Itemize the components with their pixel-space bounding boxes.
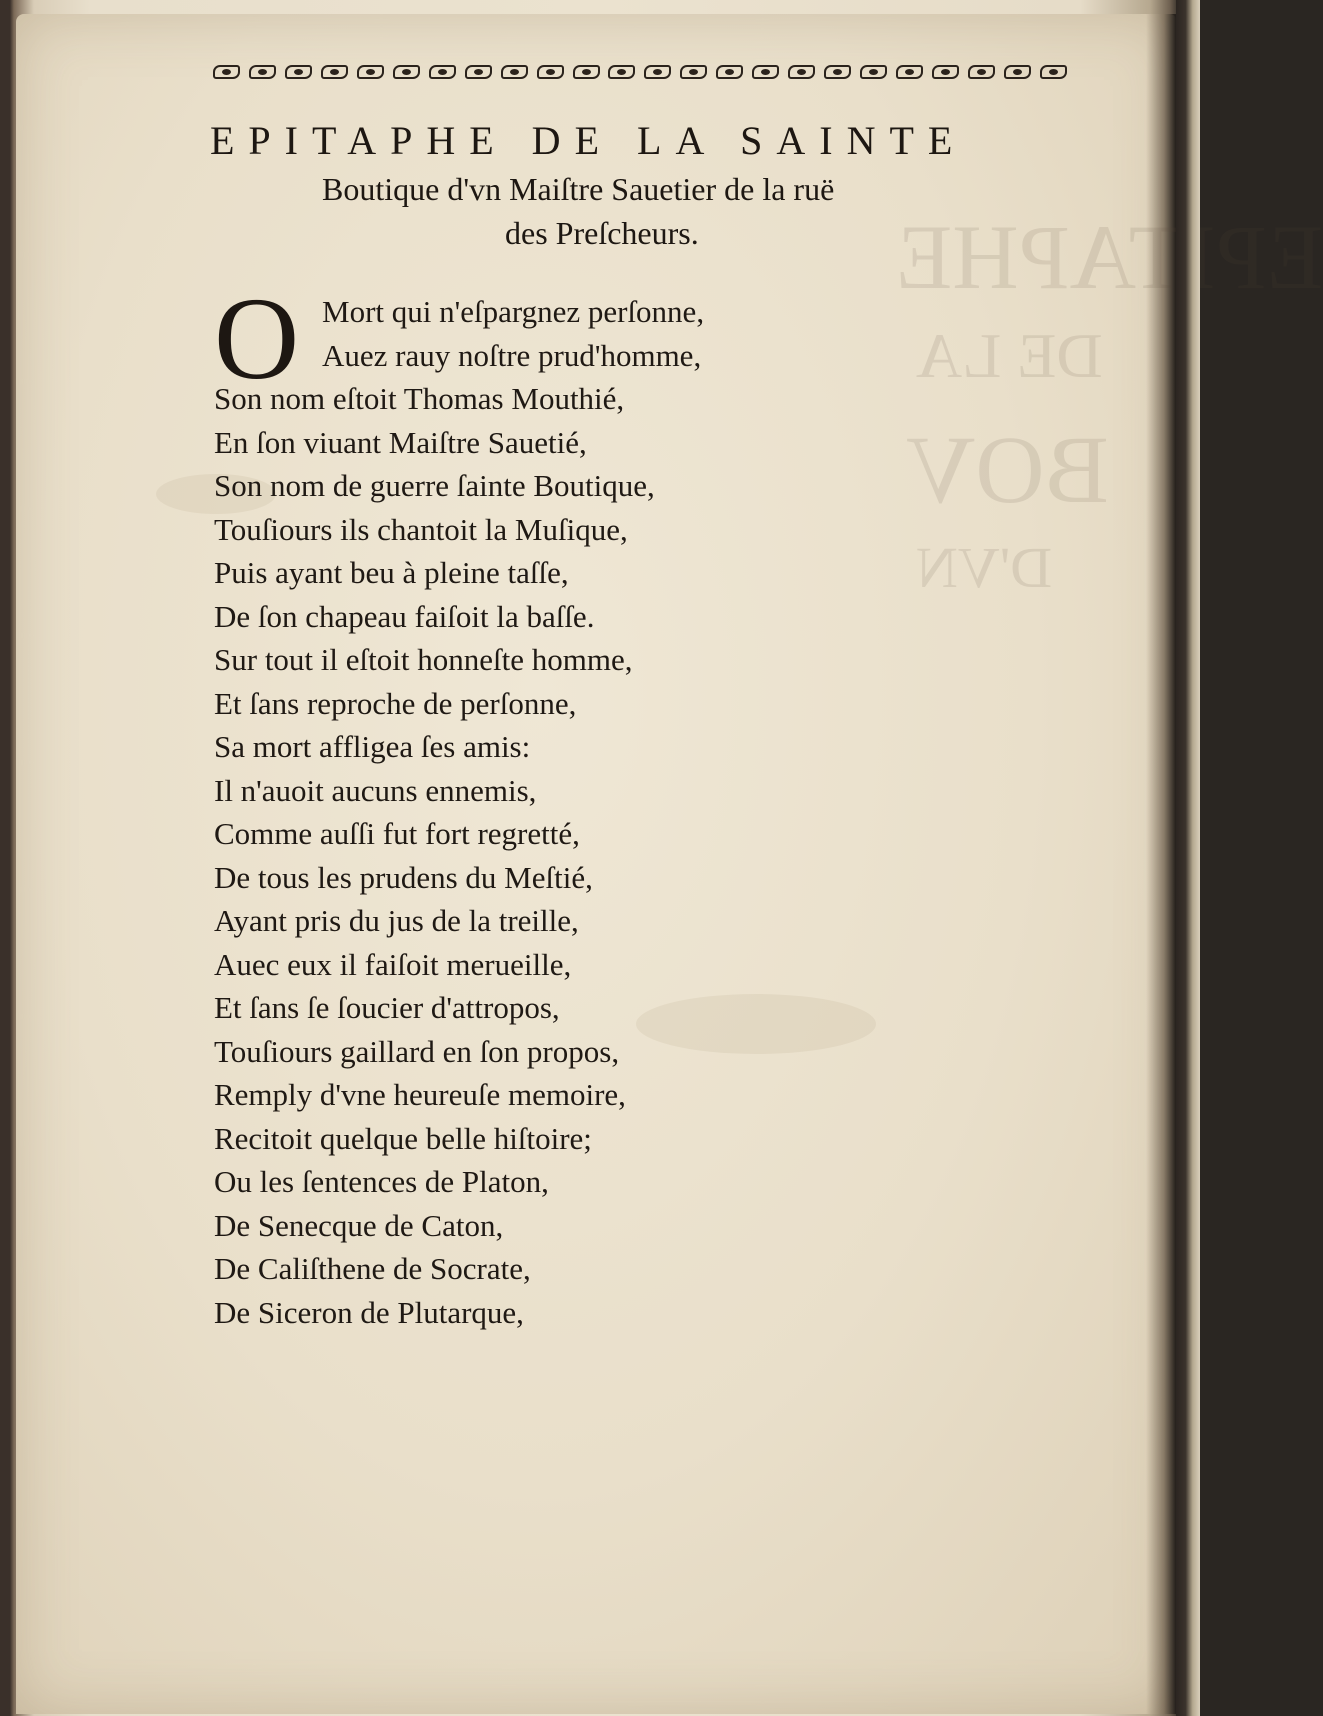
poem-body	[214, 273, 974, 1334]
poem-line: Recitoit quelque belle hiſtoire;	[214, 1120, 592, 1156]
page-gutter-shadow	[1146, 14, 1176, 1714]
poem-line: De Senecque de Caton,	[214, 1207, 504, 1243]
poem-line: Ou les ſentences de Platon,	[214, 1164, 549, 1199]
poem-line: Touſiours gaillard en ſon propos,	[214, 1033, 620, 1069]
poem-line: Sa mort affligea ſes amis:	[214, 729, 531, 764]
fleuron-ornament-icon	[785, 62, 818, 82]
poem-line: Puis ayant beu à pleine taſſe,	[214, 555, 569, 590]
fleuron-ornament-icon	[498, 62, 531, 82]
title-line-3: des Preſcheurs.	[505, 215, 699, 251]
show-through-ghost: BOV	[906, 416, 1109, 523]
facing-page-edge	[1176, 0, 1200, 1716]
title-line-1: EPITAPHE DE LA SAINTE	[210, 118, 967, 163]
poem-line: Mort qui n'eſpargnez perſonne,	[322, 294, 705, 329]
head-ornament-band	[210, 58, 1070, 86]
poem-line: Remply d'vne heureuſe memoire,	[214, 1077, 626, 1112]
fleuron-ornament-icon	[713, 62, 746, 82]
poem-line: Son nom de guerre ſainte Boutique,	[214, 468, 655, 503]
fleuron-ornament-icon	[605, 62, 638, 82]
title-line-2: Boutique d'vn Maiſtre Sauetier de la ruë	[322, 171, 835, 207]
show-through-ghost: D'VN	[916, 535, 1053, 600]
drop-cap: O	[214, 273, 300, 404]
fleuron-ornament-icon	[965, 62, 998, 82]
fleuron-ornament-icon	[1001, 62, 1034, 82]
poem-line: Auec eux il faiſoit merueille,	[214, 946, 572, 982]
poem-line: De tous les prudens du Meſtié,	[214, 859, 593, 895]
fleuron-ornament-icon	[1037, 62, 1070, 82]
poem-line: En ſon viuant Maiſtre Sauetié,	[214, 424, 587, 460]
poem-line: Son nom eſtoit Thomas Mouthié,	[214, 381, 625, 416]
fleuron-ornament-icon	[857, 62, 890, 82]
fleuron-ornament-icon	[246, 62, 279, 82]
poem-line: De Siceron de Plutarque,	[214, 1294, 524, 1330]
poem-line: Touſiours ils chantoit la Muſique,	[214, 511, 628, 547]
fleuron-ornament-icon	[821, 62, 854, 82]
fleuron-ornament-icon	[318, 62, 351, 82]
fleuron-ornament-icon	[462, 62, 495, 82]
poem-line: Sur tout il eſtoit honneſte homme,	[214, 642, 633, 677]
fleuron-ornament-icon	[641, 62, 674, 82]
fleuron-ornament-icon	[426, 62, 459, 82]
fleuron-ornament-icon	[354, 62, 387, 82]
poem-line: Auez rauy noſtre prud'homme,	[322, 337, 702, 373]
fleuron-ornament-icon	[210, 62, 243, 82]
poem-line: Et ſans reproche de perſonne,	[214, 685, 577, 721]
fleuron-ornament-icon	[893, 62, 926, 82]
show-through-ghost: EPITAPHE	[896, 206, 1323, 308]
fleuron-ornament-icon	[929, 62, 962, 82]
poem-line: Il n'auoit aucuns ennemis,	[214, 772, 537, 808]
page-title	[210, 115, 1070, 255]
poem-line: Comme auſſi fut fort regretté,	[214, 816, 580, 851]
fleuron-ornament-icon	[749, 62, 782, 82]
poem-line: Et ſans ſe ſoucier d'attropos,	[214, 990, 560, 1025]
fleuron-ornament-icon	[570, 62, 603, 82]
poem-line: De ſon chapeau faiſoit la baſſe.	[214, 598, 595, 634]
show-through-ghost: DE LA	[916, 320, 1103, 391]
fleuron-ornament-icon	[390, 62, 423, 82]
poem-line: De Caliſthene de Socrate,	[214, 1251, 531, 1286]
fleuron-ornament-icon	[677, 62, 710, 82]
fleuron-ornament-icon	[282, 62, 315, 82]
poem-line: Ayant pris du jus de la treille,	[214, 903, 579, 938]
fleuron-ornament-icon	[534, 62, 567, 82]
